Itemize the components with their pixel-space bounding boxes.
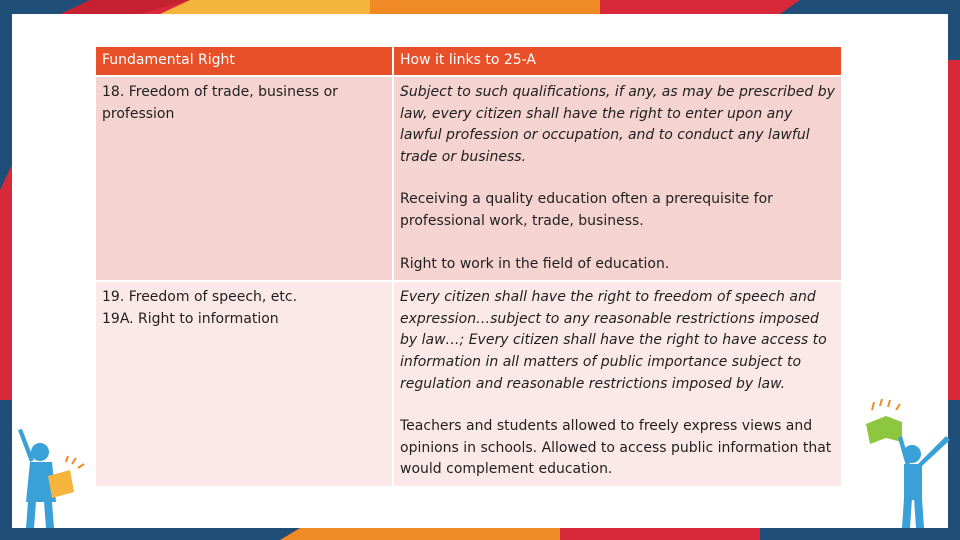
right-title-line: 19A. Right to information — [102, 310, 279, 327]
header-link-25a: How it links to 25-A — [393, 47, 841, 76]
link-point: Right to work in the field of education. — [400, 255, 670, 272]
rights-table — [96, 47, 841, 486]
child-reading-figure-left-icon — [8, 426, 90, 530]
header-fundamental-right: Fundamental Right — [96, 47, 393, 76]
link-point: Teachers and students allowed to freely express views and opinions in schools. Allowed to access public information that would complement education. — [400, 418, 832, 478]
table-row — [96, 281, 841, 486]
constitution-quote: Subject to such qualifications, if any, as may be prescribed by law, every citizen shall have the right to enter upon any lawful profession or occupation, and to conduct any lawful trade or business. — [400, 84, 835, 165]
table-header-row — [96, 47, 841, 76]
table-row — [96, 76, 841, 281]
link-cell — [393, 281, 841, 486]
child-cheering-figure-right-icon — [852, 398, 952, 530]
right-cell — [96, 281, 393, 486]
right-title-line: 18. Freedom of trade, business or — [102, 84, 338, 100]
right-title-line: profession — [102, 105, 175, 122]
link-point: Receiving a quality education often a prerequisite for professional work, trade, business. — [400, 191, 773, 229]
link-cell — [393, 76, 841, 281]
right-cell — [96, 76, 393, 281]
constitution-quote: Every citizen shall have the right to freedom of speech and expression…subject to any reasonable restrictions imposed by law…; Every citizen shall have the right to have access to information in all matters of public importance subject to regulation and reasonable restrictions imposed by law. — [400, 289, 827, 392]
right-title-line: 19. Freedom of speech, etc. — [102, 289, 298, 306]
